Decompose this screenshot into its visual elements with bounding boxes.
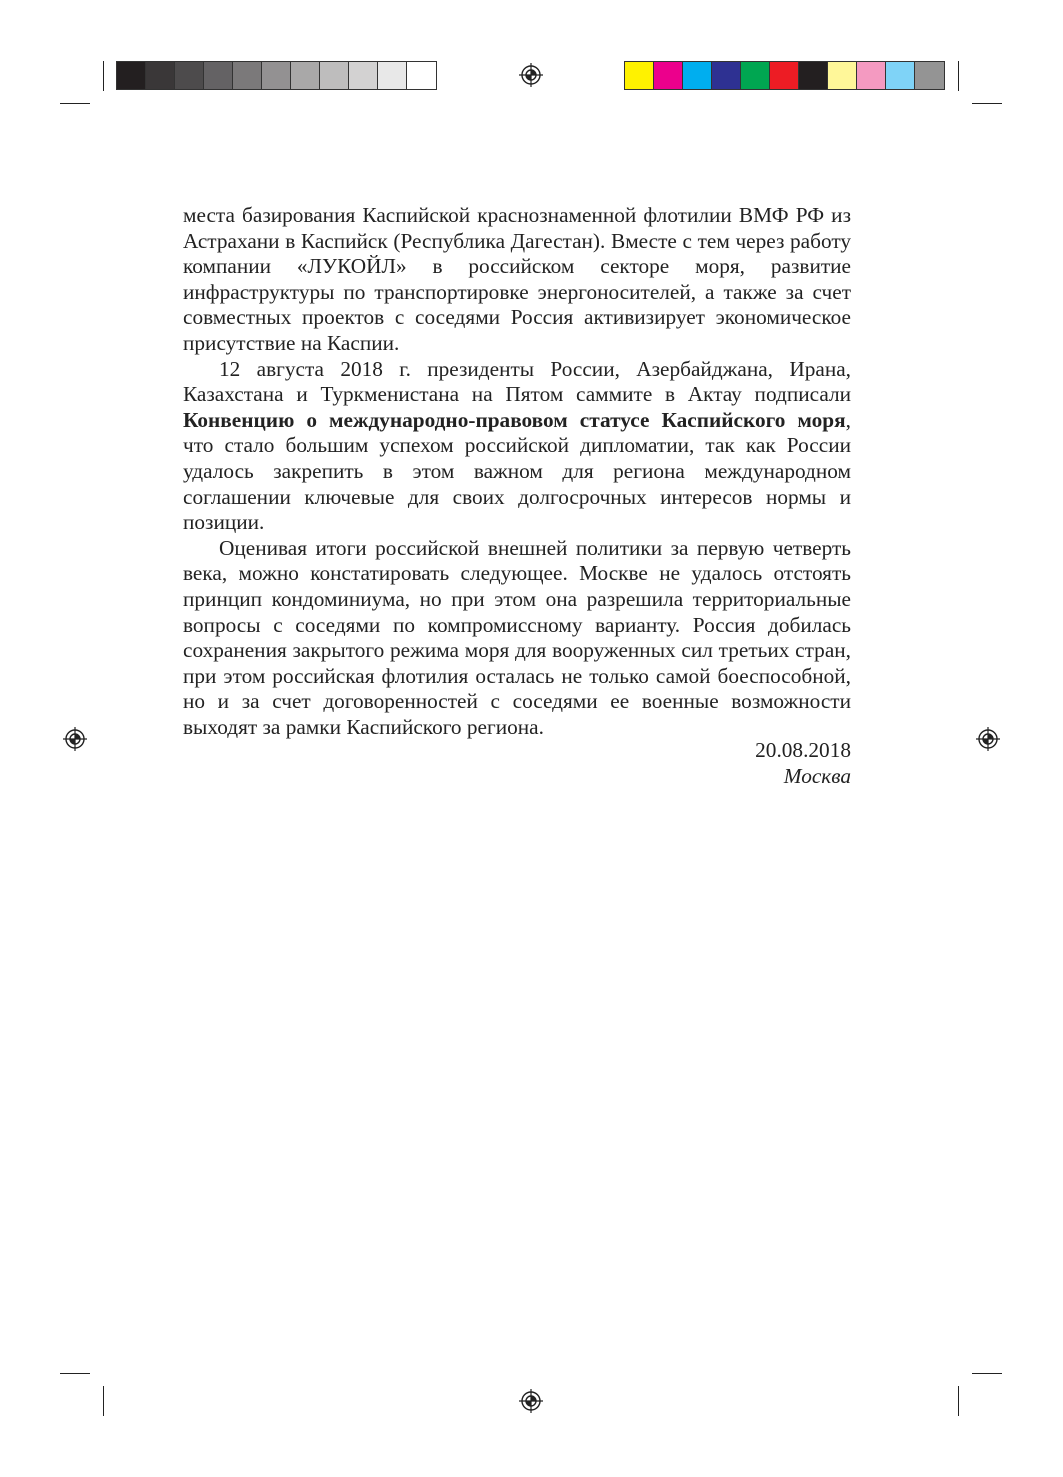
paragraph: Оценивая итоги российской внешней политики за первую четверть века, можно констатировать следующее. Москве не удалось отстоять принцип кондоминиума, но при этом она разрешила территориальные вопросы с соседями по компромиссному варианту. Россия добилась сохранения закрытого режима моря для вооруженных сил третьих стран, при этом российская флотилия осталась не только самой боеспособной, но и за счет договоренностей с соседями ее военные возможности выходят за рамки Каспийского региона.: [183, 535, 851, 739]
color-swatch: [378, 62, 407, 89]
paragraph-text: 12 августа 2018 г. президенты России, Азербайджана, Ирана, Казахстана и Туркменистана на Пятом саммите в Актау подписали: [183, 356, 851, 407]
color-swatch: [625, 62, 654, 89]
color-swatch: [117, 62, 146, 89]
color-swatch: [146, 62, 175, 89]
color-swatch: [175, 62, 204, 89]
paragraph: места базирования Каспийской краснознаменной флотилии ВМФ РФ из Астрахани в Каспийск (Республика Дагестан). Вместе с тем через работу компании «ЛУКОЙЛ» в российском секторе моря, развитие инфраструктуры по транспортировке энергоносителей, а также за счет совместных проектов с соседями Россия активизирует экономическое присутствие на Каспии.: [183, 203, 851, 355]
color-swatch: [915, 62, 944, 89]
color-swatch: [712, 62, 741, 89]
color-swatch: [320, 62, 349, 89]
signature-block: [755, 738, 851, 789]
process-color-bar: [624, 61, 945, 90]
crop-mark: [60, 1373, 90, 1374]
paragraph-text: , что стало большим успехом российской дипломатии, так как России удалось закрепить в этом важном для региона международном соглашении ключевые для своих долгосрочных интересов нормы и позиции.: [183, 407, 851, 535]
signature-city: Москва: [783, 763, 851, 788]
registration-mark-icon: [63, 727, 87, 751]
body-text: [183, 203, 851, 740]
grayscale-color-bar: [116, 61, 437, 90]
crop-mark: [972, 103, 1002, 104]
crop-mark: [958, 61, 959, 91]
color-swatch: [262, 62, 291, 89]
registration-mark-icon: [519, 1389, 543, 1413]
convention-title: Конвенцию о международно-правовом статусе Каспийского моря: [183, 407, 846, 432]
color-swatch: [828, 62, 857, 89]
crop-mark: [103, 61, 104, 91]
registration-mark-icon: [519, 63, 543, 87]
crop-mark: [103, 1386, 104, 1416]
color-swatch: [799, 62, 828, 89]
color-swatch: [291, 62, 320, 89]
color-swatch: [654, 62, 683, 89]
color-swatch: [683, 62, 712, 89]
color-swatch: [770, 62, 799, 89]
color-swatch: [233, 62, 262, 89]
paragraph: [183, 357, 851, 536]
color-swatch: [857, 62, 886, 89]
crop-mark: [972, 1373, 1002, 1374]
crop-mark: [958, 1386, 959, 1416]
crop-mark: [60, 103, 90, 104]
registration-mark-icon: [976, 727, 1000, 751]
color-swatch: [407, 62, 436, 89]
color-swatch: [349, 62, 378, 89]
color-swatch: [886, 62, 915, 89]
color-swatch: [741, 62, 770, 89]
color-swatch: [204, 62, 233, 89]
signature-date: 20.08.2018: [755, 738, 851, 762]
